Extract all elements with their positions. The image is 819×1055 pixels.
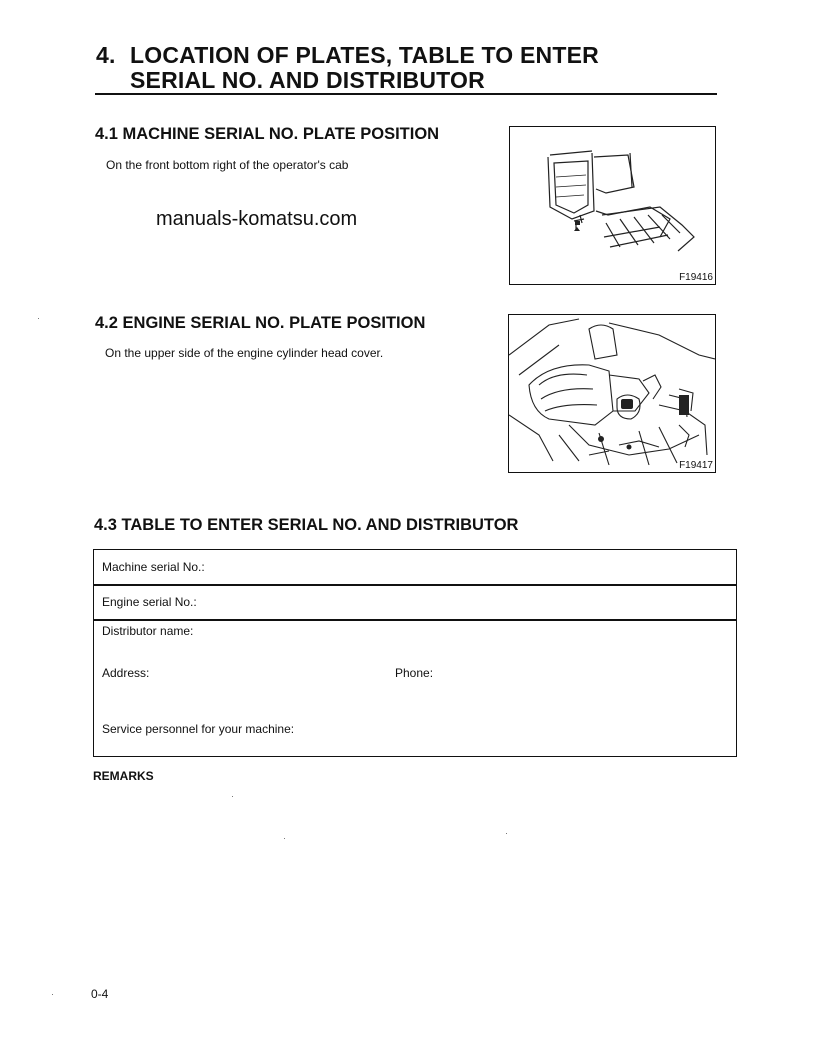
section-4-2-text: On the upper side of the engine cylinder head cover. <box>105 346 384 360</box>
figure-cab-plate <box>509 126 716 285</box>
section-4-1-heading: 4.1 MACHINE SERIAL NO. PLATE POSITION <box>95 125 440 143</box>
distributor-name-label: Distributor name: <box>102 624 194 638</box>
section-4-1-text: On the front bottom right of the operator's cab <box>106 158 349 172</box>
table-divider <box>94 584 736 586</box>
section-4-3-heading: 4.3 TABLE TO ENTER SERIAL NO. AND DISTRIBUTOR <box>94 516 519 534</box>
service-personnel-label: Service personnel for your machine: <box>102 722 295 736</box>
title-rule <box>95 93 717 95</box>
machine-serial-label: Machine serial No.: <box>102 560 205 574</box>
section-4-2-heading: 4.2 ENGINE SERIAL NO. PLATE POSITION <box>95 314 426 332</box>
figure-label-f19417: F19417 <box>679 460 713 471</box>
watermark-text: manuals-komatsu.com <box>156 208 358 230</box>
remarks-heading: REMARKS <box>93 769 154 783</box>
serial-distributor-table <box>93 549 737 757</box>
section-number: 4. <box>96 42 116 68</box>
scan-speck <box>284 838 285 839</box>
page-title-line-2: SERIAL NO. AND DISTRIBUTOR <box>130 67 485 93</box>
cab-plate-drawing <box>510 127 715 284</box>
page-number: 0-4 <box>91 987 109 1001</box>
scan-speck <box>38 318 39 319</box>
scan-speck <box>232 796 233 797</box>
figure-engine-plate <box>508 314 716 473</box>
scan-speck <box>52 994 53 995</box>
engine-serial-label: Engine serial No.: <box>102 595 197 609</box>
table-divider <box>94 619 736 621</box>
page-title-line-1: LOCATION OF PLATES, TABLE TO ENTER <box>130 42 599 68</box>
address-label: Address: <box>102 666 150 680</box>
phone-label: Phone: <box>395 666 434 680</box>
figure-label-f19416: F19416 <box>679 272 713 283</box>
engine-plate-drawing <box>509 315 715 472</box>
scan-speck <box>506 833 507 834</box>
